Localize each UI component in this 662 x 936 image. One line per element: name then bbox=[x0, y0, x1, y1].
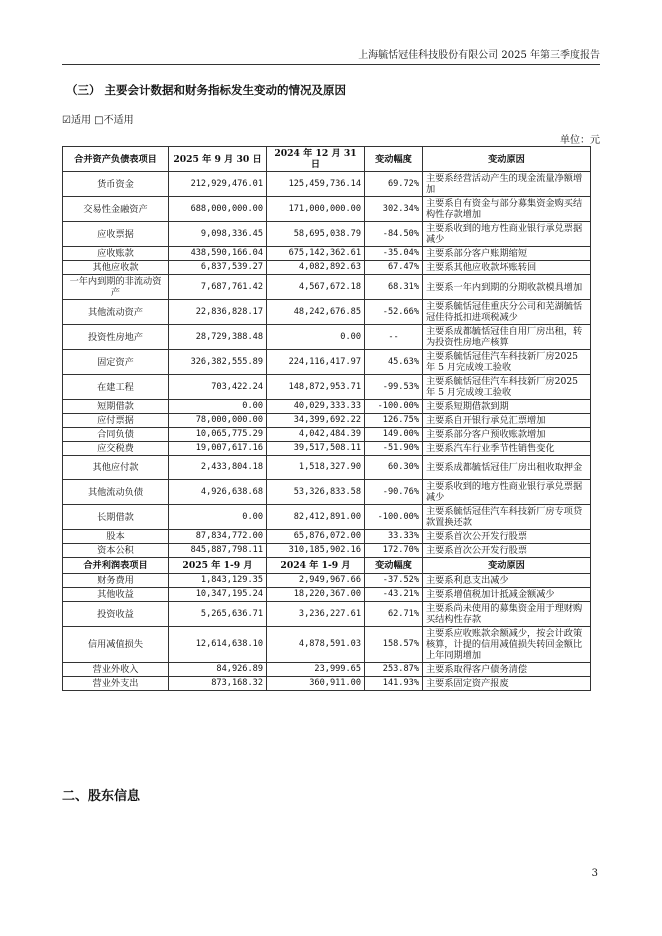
table-row bbox=[63, 197, 591, 222]
row-item: 合同负债 bbox=[63, 428, 169, 442]
col-header-prior: 2024 年 1-9 月 bbox=[267, 558, 365, 574]
col-header-current: 2025 年 1-9 月 bbox=[169, 558, 267, 574]
row-reason: 主要系自开银行承兑汇票增加 bbox=[423, 414, 591, 428]
row-current: 7,687,761.42 bbox=[169, 275, 267, 300]
page-number: 3 bbox=[591, 868, 598, 879]
row-reason: 主要系首次公开发行股票 bbox=[423, 530, 591, 544]
row-current: 1,843,129.35 bbox=[169, 574, 267, 588]
row-current: 9,098,336.45 bbox=[169, 222, 267, 247]
row-current: 84,926.89 bbox=[169, 663, 267, 677]
row-prior: 18,220,367.00 bbox=[267, 588, 365, 602]
row-current: 845,887,798.11 bbox=[169, 544, 267, 558]
col-header-current: 2025 年 9 月 30 日 bbox=[169, 147, 267, 172]
row-item: 应收账款 bbox=[63, 247, 169, 261]
table-row bbox=[63, 456, 591, 480]
row-current: 0.00 bbox=[169, 505, 267, 530]
table-row bbox=[63, 677, 591, 691]
table-row bbox=[63, 442, 591, 456]
row-prior: 2,949,967.66 bbox=[267, 574, 365, 588]
table-row bbox=[63, 544, 591, 558]
row-reason: 主要系成都毓恬冠佳厂房出租收取押金 bbox=[423, 456, 591, 480]
row-reason: 主要系短期借款到期 bbox=[423, 400, 591, 414]
row-prior: 125,459,736.14 bbox=[267, 172, 365, 197]
table-row bbox=[63, 247, 591, 261]
income-header-row bbox=[63, 558, 591, 574]
financial-changes-table bbox=[62, 146, 591, 691]
row-current: 19,007,617.16 bbox=[169, 442, 267, 456]
row-prior: 34,399,692.22 bbox=[267, 414, 365, 428]
row-reason: 主要系首次公开发行股票 bbox=[423, 544, 591, 558]
document-header-title: 上海毓恬冠佳科技股份有限公司 2025 年第三季度报告 bbox=[358, 50, 600, 61]
row-prior: 4,878,591.03 bbox=[267, 627, 365, 663]
row-reason: 主要系汽车行业季节性销售变化 bbox=[423, 442, 591, 456]
row-prior: 4,082,892.63 bbox=[267, 261, 365, 275]
row-prior: 675,142,362.61 bbox=[267, 247, 365, 261]
row-reason: 主要系毓恬冠佳汽车科技新厂房2025 年 5 月完成竣工验收 bbox=[423, 375, 591, 400]
row-prior: 310,185,902.16 bbox=[267, 544, 365, 558]
row-change: -100.00% bbox=[365, 505, 423, 530]
row-prior: 224,116,417.97 bbox=[267, 350, 365, 375]
row-reason: 主要系毓恬冠佳重庆分公司和芜湖毓恬冠佳待抵扣进项税减少 bbox=[423, 300, 591, 325]
header-divider bbox=[62, 64, 600, 65]
row-prior: 148,872,953.71 bbox=[267, 375, 365, 400]
table-row bbox=[63, 663, 591, 677]
applicability-checkbox-text: ☑适用 □不适用 bbox=[62, 115, 134, 126]
row-reason: 主要系应收账款余额减少，按会计政策核算，计提的信用减值损失转回金额比上年同期增加 bbox=[423, 627, 591, 663]
row-item: 固定资产 bbox=[63, 350, 169, 375]
row-current: 212,929,476.01 bbox=[169, 172, 267, 197]
row-reason: 主要系利息支出减少 bbox=[423, 574, 591, 588]
row-current: 6,837,539.27 bbox=[169, 261, 267, 275]
row-prior: 23,999.65 bbox=[267, 663, 365, 677]
table-row bbox=[63, 300, 591, 325]
row-item: 应收票据 bbox=[63, 222, 169, 247]
row-reason: 主要系自有资金与部分募集资金购买结构性存款增加 bbox=[423, 197, 591, 222]
table-row bbox=[63, 480, 591, 505]
row-current: 326,382,555.89 bbox=[169, 350, 267, 375]
row-change: -35.04% bbox=[365, 247, 423, 261]
row-change: 302.34% bbox=[365, 197, 423, 222]
row-change: -84.50% bbox=[365, 222, 423, 247]
row-reason: 主要系毓恬冠佳汽车科技新厂房专项贷款置换还款 bbox=[423, 505, 591, 530]
table-row bbox=[63, 574, 591, 588]
row-item: 投资收益 bbox=[63, 602, 169, 627]
col-header-prior: 2024 年 12 月 31 日 bbox=[267, 147, 365, 172]
row-change: 60.30% bbox=[365, 456, 423, 480]
row-change: -51.90% bbox=[365, 442, 423, 456]
row-reason: 主要系经营活动产生的现金流量净额增加 bbox=[423, 172, 591, 197]
row-prior: 4,567,672.18 bbox=[267, 275, 365, 300]
row-change: -99.53% bbox=[365, 375, 423, 400]
row-item: 应付票据 bbox=[63, 414, 169, 428]
row-change: 67.47% bbox=[365, 261, 423, 275]
row-change: 69.72% bbox=[365, 172, 423, 197]
row-current: 873,168.32 bbox=[169, 677, 267, 691]
row-item: 货币资金 bbox=[63, 172, 169, 197]
row-current: 5,265,636.71 bbox=[169, 602, 267, 627]
row-item: 长期借款 bbox=[63, 505, 169, 530]
row-change: 62.71% bbox=[365, 602, 423, 627]
row-reason: 主要系取得客户债务清偿 bbox=[423, 663, 591, 677]
row-reason: 主要系其他应收款坏账转回 bbox=[423, 261, 591, 275]
row-prior: 48,242,676.85 bbox=[267, 300, 365, 325]
row-current: 2,433,804.18 bbox=[169, 456, 267, 480]
row-current: 78,000,000.00 bbox=[169, 414, 267, 428]
row-item: 投资性房地产 bbox=[63, 325, 169, 350]
row-current: 28,729,388.48 bbox=[169, 325, 267, 350]
table-row bbox=[63, 275, 591, 300]
row-prior: 171,000,000.00 bbox=[267, 197, 365, 222]
row-current: 87,834,772.00 bbox=[169, 530, 267, 544]
row-current: 10,065,775.29 bbox=[169, 428, 267, 442]
row-reason: 主要系部分客户预收账款增加 bbox=[423, 428, 591, 442]
row-current: 10,347,195.24 bbox=[169, 588, 267, 602]
col-header-change: 变动幅度 bbox=[365, 147, 423, 172]
row-change: -90.76% bbox=[365, 480, 423, 505]
row-item: 资本公积 bbox=[63, 544, 169, 558]
balance-header-row bbox=[63, 147, 591, 172]
row-change: 149.00% bbox=[365, 428, 423, 442]
row-prior: 53,326,833.58 bbox=[267, 480, 365, 505]
row-current: 0.00 bbox=[169, 400, 267, 414]
row-prior: 82,412,891.00 bbox=[267, 505, 365, 530]
table-row bbox=[63, 428, 591, 442]
row-item: 应交税费 bbox=[63, 442, 169, 456]
row-item: 其他收益 bbox=[63, 588, 169, 602]
row-reason: 主要系成都毓恬冠佳自用厂房出租，转为投资性房地产核算 bbox=[423, 325, 591, 350]
row-change: 172.70% bbox=[365, 544, 423, 558]
row-item: 在建工程 bbox=[63, 375, 169, 400]
row-change: -52.66% bbox=[365, 300, 423, 325]
table-row bbox=[63, 350, 591, 375]
table-row bbox=[63, 261, 591, 275]
row-change: 141.93% bbox=[365, 677, 423, 691]
row-prior: 1,518,327.90 bbox=[267, 456, 365, 480]
row-change: 33.33% bbox=[365, 530, 423, 544]
row-item: 短期借款 bbox=[63, 400, 169, 414]
row-reason: 主要系收到的地方性商业银行承兑票据减少 bbox=[423, 480, 591, 505]
row-item: 信用减值损失 bbox=[63, 627, 169, 663]
col-header-item: 合并资产负债表项目 bbox=[63, 147, 169, 172]
table-row bbox=[63, 400, 591, 414]
row-current: 12,614,638.10 bbox=[169, 627, 267, 663]
row-change: -- bbox=[365, 325, 423, 350]
row-prior: 65,876,072.00 bbox=[267, 530, 365, 544]
row-item: 营业外收入 bbox=[63, 663, 169, 677]
row-reason: 主要系尚未使用的募集资金用于理财购买结构性存款 bbox=[423, 602, 591, 627]
row-item: 其他应收款 bbox=[63, 261, 169, 275]
row-change: -100.00% bbox=[365, 400, 423, 414]
table-row bbox=[63, 530, 591, 544]
row-item: 其他应付款 bbox=[63, 456, 169, 480]
row-current: 22,836,828.17 bbox=[169, 300, 267, 325]
row-reason: 主要系收到的地方性商业银行承兑票据减少 bbox=[423, 222, 591, 247]
row-reason: 主要系毓恬冠佳汽车科技新厂房2025 年 5 月完成竣工验收 bbox=[423, 350, 591, 375]
table-row bbox=[63, 627, 591, 663]
row-current: 688,000,000.00 bbox=[169, 197, 267, 222]
col-header-item: 合并利润表项目 bbox=[63, 558, 169, 574]
row-item: 其他流动负债 bbox=[63, 480, 169, 505]
row-current: 703,422.24 bbox=[169, 375, 267, 400]
row-prior: 58,695,038.79 bbox=[267, 222, 365, 247]
row-reason: 主要系部分客户账期缩短 bbox=[423, 247, 591, 261]
row-change: 253.87% bbox=[365, 663, 423, 677]
row-prior: 3,236,227.61 bbox=[267, 602, 365, 627]
row-item: 营业外支出 bbox=[63, 677, 169, 691]
row-change: -43.21% bbox=[365, 588, 423, 602]
table-row bbox=[63, 414, 591, 428]
table-row bbox=[63, 375, 591, 400]
row-change: 158.57% bbox=[365, 627, 423, 663]
table-row bbox=[63, 325, 591, 350]
table-row bbox=[63, 172, 591, 197]
col-header-reason: 变动原因 bbox=[423, 558, 591, 574]
section-title: （三） 主要会计数据和财务指标发生变动的情况及原因 bbox=[66, 83, 347, 97]
row-prior: 360,911.00 bbox=[267, 677, 365, 691]
row-prior: 39,517,508.11 bbox=[267, 442, 365, 456]
table-row bbox=[63, 602, 591, 627]
row-change: 68.31% bbox=[365, 275, 423, 300]
row-item: 股本 bbox=[63, 530, 169, 544]
row-prior: 40,029,333.33 bbox=[267, 400, 365, 414]
table-row bbox=[63, 588, 591, 602]
row-reason: 主要系一年内到期的分期收款模具增加 bbox=[423, 275, 591, 300]
row-item: 一年内到期的非流动资产 bbox=[63, 275, 169, 300]
shareholder-section-title: 二、股东信息 bbox=[62, 789, 141, 804]
row-current: 438,590,166.04 bbox=[169, 247, 267, 261]
row-reason: 主要系增值税加计抵减金额减少 bbox=[423, 588, 591, 602]
row-item: 交易性金融资产 bbox=[63, 197, 169, 222]
row-item: 财务费用 bbox=[63, 574, 169, 588]
unit-label: 单位：元 bbox=[560, 135, 600, 146]
row-prior: 0.00 bbox=[267, 325, 365, 350]
row-item: 其他流动资产 bbox=[63, 300, 169, 325]
row-current: 4,926,638.68 bbox=[169, 480, 267, 505]
col-header-reason: 变动原因 bbox=[423, 147, 591, 172]
row-change: 126.75% bbox=[365, 414, 423, 428]
row-reason: 主要系固定资产报废 bbox=[423, 677, 591, 691]
row-prior: 4,042,484.39 bbox=[267, 428, 365, 442]
row-change: -37.52% bbox=[365, 574, 423, 588]
row-change: 45.63% bbox=[365, 350, 423, 375]
table-row bbox=[63, 222, 591, 247]
col-header-change: 变动幅度 bbox=[365, 558, 423, 574]
table-row bbox=[63, 505, 591, 530]
